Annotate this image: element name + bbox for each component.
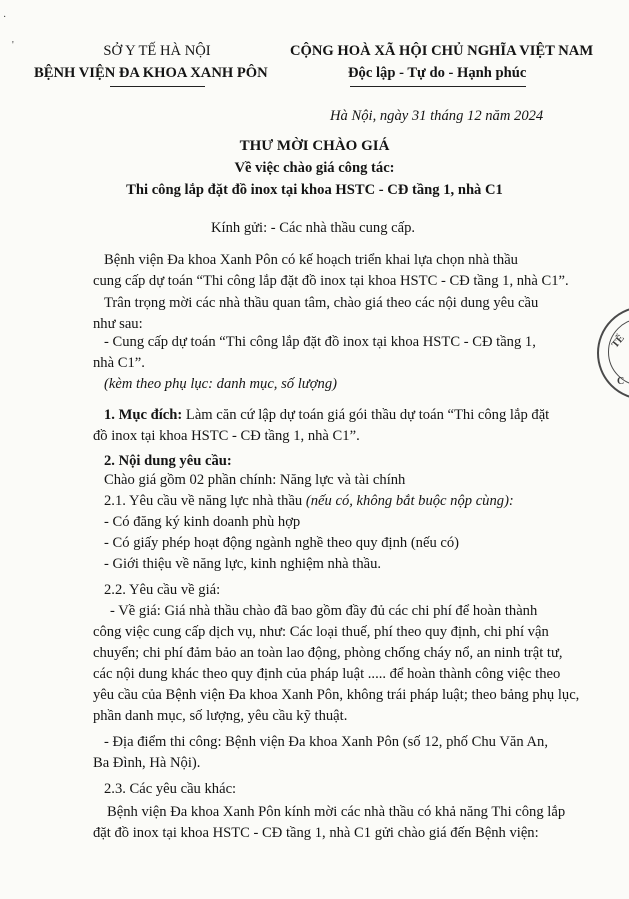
section-2-3-heading: 2.3. Các yêu cầu khác: bbox=[104, 781, 237, 797]
intro-line: Bệnh viện Đa khoa Xanh Pôn có kế hoạch triển khai lựa chọn nhà thầu bbox=[104, 252, 518, 268]
national-motto: Độc lập - Tự do - Hạnh phúc bbox=[348, 65, 527, 81]
section-1-line bbox=[104, 405, 549, 425]
stamp-text: TẾ bbox=[609, 333, 627, 351]
location-line: Ba Đình, Hà Nội). bbox=[93, 755, 201, 771]
intro-line: cung cấp dự toán “Thi công lắp đặt đồ inox tại khoa HSTC - CĐ tầng 1, nhà C1”. bbox=[93, 273, 569, 289]
section-2-2-heading: 2.2. Yêu cầu về giá: bbox=[104, 582, 221, 598]
location-line: - Địa điểm thi công: Bệnh viện Đa khoa Xanh Pôn (số 12, phố Chu Văn An, bbox=[104, 734, 548, 750]
intro-line: Trân trọng mời các nhà thầu quan tâm, chào giá theo các nội dung yêu cầu bbox=[104, 295, 539, 311]
price-line: chuyển; chi phí đảm bảo an toàn lao động, phòng chống cháy nổ, an ninh trật tư, bbox=[93, 645, 563, 661]
price-line: - Về giá: Giá nhà thầu chào đã bao gồm đầy đủ các chi phí để hoàn thành bbox=[110, 603, 538, 619]
national-title: CỘNG HOÀ XÃ HỘI CHỦ NGHĨA VIỆT NAM bbox=[290, 43, 594, 59]
hospital-name: BỆNH VIỆN ĐA KHOA XANH PÔN bbox=[34, 65, 268, 81]
price-line: các nội dung khác theo quy định của pháp luật ..... để hoàn thành công việc theo bbox=[93, 666, 561, 682]
header-underline-left bbox=[110, 86, 205, 87]
document-date: Hà Nội, ngày 31 tháng 12 năm 2024 bbox=[330, 108, 544, 124]
document-work: Thi công lắp đặt đồ inox tại khoa HSTC - CĐ tầng 1, nhà C1 bbox=[126, 182, 503, 198]
intro-line: nhà C1”. bbox=[93, 355, 145, 371]
section-2-3-line: Bệnh viện Đa khoa Xanh Pôn kính mời các nhà thầu có khả năng Thi công lắp bbox=[107, 804, 566, 820]
section-2-intro: Chào giá gồm 02 phần chính: Năng lực và tài chính bbox=[104, 472, 406, 488]
section-2-1-heading bbox=[104, 491, 514, 511]
document-title: THƯ MỜI CHÀO GIÁ bbox=[239, 138, 390, 154]
attachment-note: (kèm theo phụ lục: danh mục, số lượng) bbox=[104, 376, 337, 392]
list-item: - Giới thiệu về năng lực, kinh nghiệm nhà thầu. bbox=[104, 556, 382, 572]
greeting: Kính gửi: - Các nhà thầu cung cấp. bbox=[211, 220, 416, 236]
list-item: - Có giấy phép hoạt động ngành nghề theo quy định (nếu có) bbox=[104, 535, 460, 551]
price-line: phần danh mục, số lượng, yêu cầu kỹ thuật. bbox=[93, 708, 348, 724]
scan-mark: ' bbox=[12, 40, 14, 51]
section-2-heading: 2. Nội dung yêu cầu: bbox=[104, 453, 232, 469]
list-item: - Có đăng ký kinh doanh phù hợp bbox=[104, 514, 301, 530]
price-line: yêu cầu của Bệnh viện Đa khoa Xanh Pôn, không trái pháp luật; theo bảng phụ lục, bbox=[93, 687, 580, 703]
section-1-line: đồ inox tại khoa HSTC - CĐ tầng 1, nhà C1”. bbox=[93, 428, 360, 444]
section-2-1-note: (nếu có, không bắt buộc nộp cùng): bbox=[305, 493, 514, 509]
section-2-3-line: đặt đồ inox tại khoa HSTC - CĐ tầng 1, nhà C1 gửi chào giá đến Bệnh viện: bbox=[93, 825, 539, 841]
section-1-heading: 1. Mục đích: bbox=[104, 407, 183, 423]
section-2-1-label: 2.1. Yêu cầu về năng lực nhà thầu bbox=[104, 493, 306, 509]
price-line: công việc cung cấp dịch vụ, như: Các loại thuế, phí theo quy định, chi phí vận bbox=[93, 624, 549, 640]
section-1-text: Làm căn cứ lập dự toán giá gói thầu dự toán “Thi công lắp đặt bbox=[182, 407, 550, 423]
ministry-name: SỞ Y TẾ HÀ NỘI bbox=[103, 43, 211, 59]
header-underline-right bbox=[350, 86, 526, 87]
intro-line: - Cung cấp dự toán “Thi công lắp đặt đồ inox tại khoa HSTC - CĐ tầng 1, bbox=[104, 334, 536, 350]
intro-line: như sau: bbox=[93, 316, 143, 332]
document-subject: Về việc chào giá công tác: bbox=[234, 160, 395, 176]
stamp-text: C bbox=[617, 376, 625, 387]
scan-mark: · bbox=[3, 12, 7, 23]
